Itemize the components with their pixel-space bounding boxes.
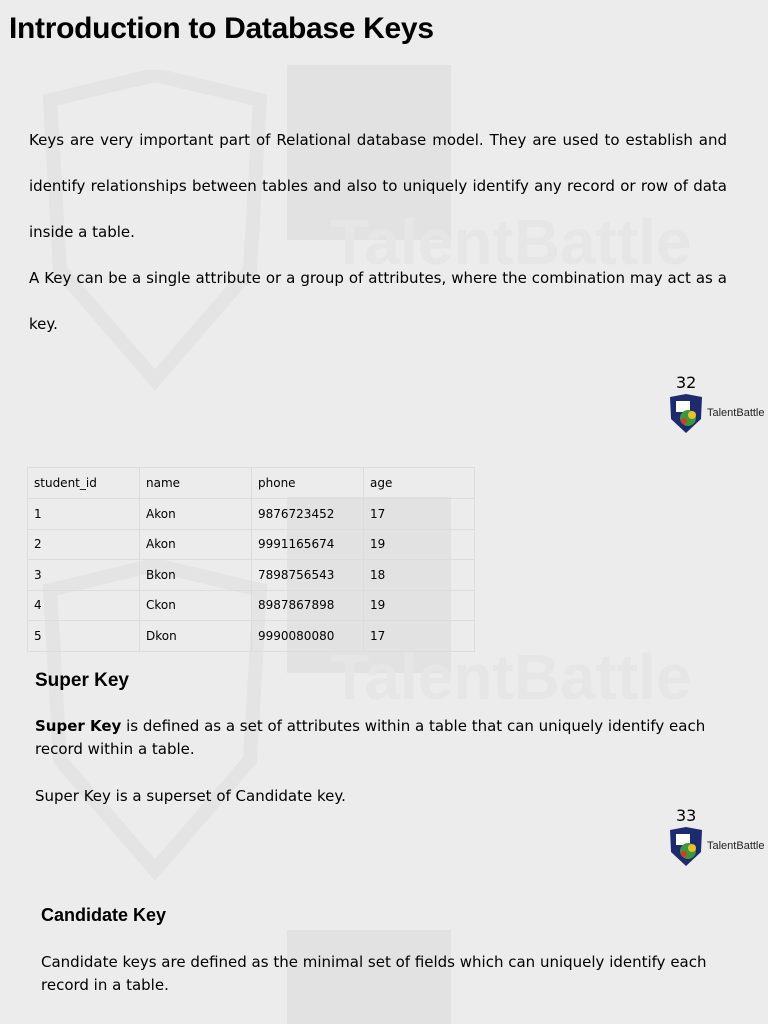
table-cell: 17 (364, 499, 475, 530)
logo-shield-icon (668, 826, 704, 868)
talentbattle-logo-2 (668, 826, 768, 870)
table-cell: Ckon (140, 590, 252, 621)
super-key-heading: Super Key (35, 670, 129, 691)
column-header: age (364, 468, 475, 499)
table-row (28, 499, 475, 530)
super-key-bold-lead: Super Key (35, 717, 122, 735)
table-cell: 4 (28, 590, 140, 621)
table-row (28, 621, 475, 652)
watermark-text: TalentBattle (330, 206, 692, 278)
candidate-key-definition: Candidate keys are defined as the minimal set of fields which can uniquely identify each record in a table. (41, 953, 707, 994)
student-table (27, 467, 475, 652)
logo-text-battle: Battle (736, 407, 765, 419)
page-number-2: 33 (676, 806, 697, 825)
table-cell: 18 (364, 560, 475, 591)
watermark-text-2: TalentBattle (330, 641, 692, 713)
table-cell: 8987867898 (252, 590, 364, 621)
table-cell: 5 (28, 621, 140, 652)
table-cell: Akon (140, 499, 252, 530)
logo-text-battle: Battle (736, 840, 765, 852)
table-row (28, 560, 475, 591)
table-cell: 9991165674 (252, 529, 364, 560)
table-cell: 19 (364, 529, 475, 560)
table-row (28, 590, 475, 621)
intro-paragraph-2: A Key can be a single attribute or a group of attributes, where the combination may act as a key. (29, 269, 727, 333)
candidate-key-heading: Candidate Key (41, 905, 167, 925)
logo-shield-icon (668, 393, 704, 435)
table-cell: 2 (28, 529, 140, 560)
table-cell: Dkon (140, 621, 252, 652)
super-key-note: Super Key is a superset of Candidate key. (35, 787, 346, 805)
table-row (28, 529, 475, 560)
talentbattle-logo (668, 393, 768, 437)
column-header: student_id (28, 468, 140, 499)
table-cell: 9990080080 (252, 621, 364, 652)
table-cell: 19 (364, 590, 475, 621)
column-header: name (140, 468, 252, 499)
table-cell: 9876723452 (252, 499, 364, 530)
page-title: Introduction to Database Keys (9, 12, 434, 45)
super-key-definition (35, 715, 725, 761)
logo-text-talent: Talent (707, 407, 737, 419)
table-header-row (28, 468, 475, 499)
page-number: 32 (676, 373, 697, 392)
table-cell: Bkon (140, 560, 252, 591)
intro-paragraph-1: Keys are very important part of Relational database model. They are used to establish and identify relationships between tables and also to uniquely identify any record or row of data inside a table. (29, 131, 727, 241)
table-cell: 1 (28, 499, 140, 530)
column-header: phone (252, 468, 364, 499)
super-key-definition-text: is defined as a set of attributes within a table that can uniquely identify each record within a table. (35, 717, 706, 758)
table-cell: 3 (28, 560, 140, 591)
table-cell: 17 (364, 621, 475, 652)
table-cell: Akon (140, 529, 252, 560)
logo-text-talent: Talent (707, 840, 737, 852)
table-cell: 7898756543 (252, 560, 364, 591)
